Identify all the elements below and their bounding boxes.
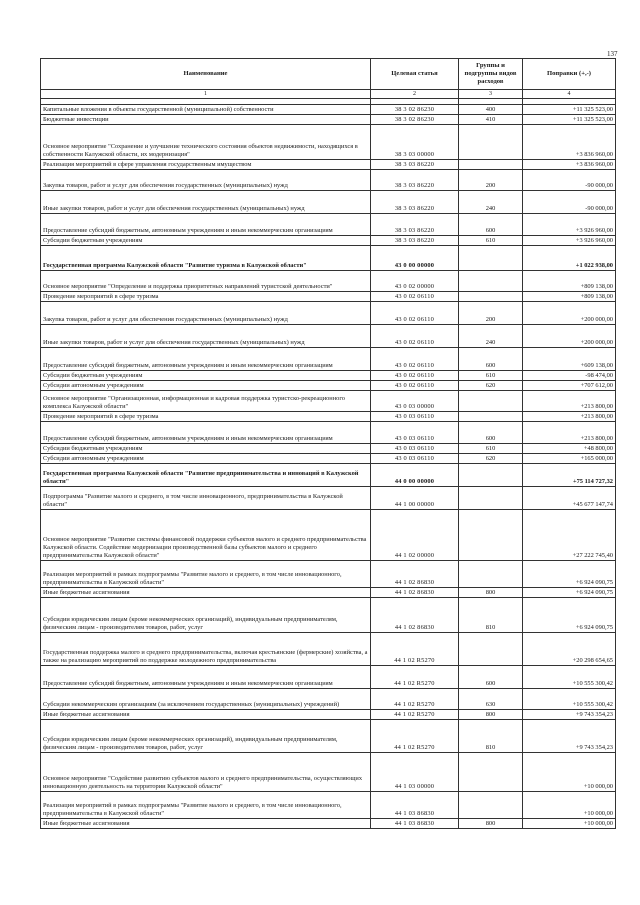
row-expense-group-cell: 810 — [459, 720, 523, 753]
row-expense-group-cell: 200 — [459, 302, 523, 325]
row-name-cell: Субсидии юридическим лицам (кроме некоммерческих организаций), индивидуальным предпринимателям, физическим лицам - производителям товаров, работ, услуг — [41, 720, 371, 753]
budget-amendments-table — [40, 58, 616, 829]
row-name-cell: Основное мероприятие "Развитие системы финансовой поддержки субъектов малого и среднего предпринимательства Калужской области. Содействие модернизации производственной базы субъектов малого и среднего предпринимательства Калужской области" — [41, 510, 371, 561]
row-expense-group-cell: 810 — [459, 598, 523, 633]
table-row — [41, 487, 616, 510]
row-target-article-cell: 43 0 02 06110 — [371, 371, 459, 381]
table-row — [41, 689, 616, 710]
row-expense-group-cell: 610 — [459, 236, 523, 246]
row-amendment-cell: +11 325 523,00 — [523, 115, 616, 125]
table-row — [41, 236, 616, 246]
table-row — [41, 381, 616, 391]
row-target-article-cell: 43 0 03 06110 — [371, 444, 459, 454]
row-name-cell: Субсидии бюджетным учреждениям — [41, 444, 371, 454]
table-row — [41, 170, 616, 191]
row-name-cell: Реализация мероприятий в сфере управления государственным имуществом — [41, 160, 371, 170]
row-amendment-cell: +6 924 090,75 — [523, 598, 616, 633]
row-expense-group-cell — [459, 633, 523, 666]
row-expense-group-cell — [459, 487, 523, 510]
table-row — [41, 464, 616, 487]
row-amendment-cell: +9 743 354,23 — [523, 710, 616, 720]
row-expense-group-cell: 610 — [459, 444, 523, 454]
row-amendment-cell: +10 555 300,42 — [523, 689, 616, 710]
row-expense-group-cell: 620 — [459, 381, 523, 391]
row-name-cell: Предоставление субсидий бюджетным, автономным учреждениям и иным некоммерческим организациям — [41, 348, 371, 371]
table-row — [41, 191, 616, 214]
row-target-article-cell: 43 0 02 06110 — [371, 348, 459, 371]
row-target-article-cell: 44 1 02 00000 — [371, 510, 459, 561]
row-amendment-cell: +6 924 090,75 — [523, 561, 616, 588]
table-row — [41, 325, 616, 348]
row-amendment-cell: +10 555 300,42 — [523, 666, 616, 689]
row-expense-group-cell: 600 — [459, 348, 523, 371]
row-target-article-cell: 43 0 03 06110 — [371, 412, 459, 422]
row-name-cell: Субсидии юридическим лицам (кроме некоммерческих организаций), индивидуальным предпринимателям, физическим лицам - производителям товаров, работ, услуг — [41, 598, 371, 633]
table-row — [41, 422, 616, 444]
row-target-article-cell: 38 3 03 86220 — [371, 170, 459, 191]
row-name-cell: Предоставление субсидий бюджетным, автономным учреждениям и иным некоммерческим организациям — [41, 666, 371, 689]
row-name-cell: Бюджетные инвестиции — [41, 115, 371, 125]
table-row — [41, 348, 616, 371]
row-name-cell: Проведение мероприятий в сфере туризма — [41, 292, 371, 302]
row-target-article-cell: 38 3 03 86220 — [371, 191, 459, 214]
row-target-article-cell: 44 1 03 86830 — [371, 819, 459, 829]
row-amendment-cell: +200 000,00 — [523, 325, 616, 348]
row-name-cell: Субсидии автономным учреждениям — [41, 381, 371, 391]
row-target-article-cell: 43 0 00 00000 — [371, 246, 459, 271]
row-amendment-cell: +11 325 523,00 — [523, 105, 616, 115]
row-amendment-cell: -90 000,00 — [523, 191, 616, 214]
row-name-cell: Государственная поддержка малого и среднего предпринимательства, включая крестьянские (фермерские) хозяйства, а также на реализацию мероприятий по поддержке молодежного предпринимательства — [41, 633, 371, 666]
row-name-cell: Основное мероприятие "Сохранение и улучшение технического состояния объектов недвижимости, находящихся в собственности Калужской области, их модернизация" — [41, 125, 371, 160]
table-row — [41, 115, 616, 125]
row-expense-group-cell: 800 — [459, 819, 523, 829]
table-row — [41, 819, 616, 829]
row-expense-group-cell: 240 — [459, 191, 523, 214]
table-header-row — [41, 59, 616, 90]
table-row — [41, 588, 616, 598]
row-name-cell: Предоставление субсидий бюджетным, автономным учреждениям и иным некоммерческим организациям — [41, 214, 371, 236]
row-expense-group-cell: 800 — [459, 588, 523, 598]
table-row — [41, 510, 616, 561]
row-expense-group-cell: 620 — [459, 454, 523, 464]
header-target-article: Целевая статья — [371, 59, 459, 90]
row-amendment-cell: +27 222 745,40 — [523, 510, 616, 561]
row-target-article-cell: 44 1 02 R5270 — [371, 710, 459, 720]
row-target-article-cell: 43 0 02 06110 — [371, 292, 459, 302]
row-target-article-cell: 44 1 00 00000 — [371, 487, 459, 510]
header-name: Наименование — [41, 59, 371, 90]
row-amendment-cell: +9 743 354,23 — [523, 720, 616, 753]
row-target-article-cell: 44 0 00 00000 — [371, 464, 459, 487]
row-expense-group-cell — [459, 160, 523, 170]
table-row — [41, 246, 616, 271]
table-row — [41, 454, 616, 464]
row-expense-group-cell: 240 — [459, 325, 523, 348]
row-expense-group-cell: 400 — [459, 105, 523, 115]
row-name-cell: Субсидии бюджетным учреждениям — [41, 371, 371, 381]
table-row — [41, 444, 616, 454]
row-name-cell: Иные бюджетные ассигнования — [41, 710, 371, 720]
row-target-article-cell: 38 3 03 86220 — [371, 236, 459, 246]
table-row — [41, 666, 616, 689]
row-expense-group-cell: 630 — [459, 689, 523, 710]
row-amendment-cell: +3 926 960,00 — [523, 214, 616, 236]
row-target-article-cell: 38 3 02 86230 — [371, 105, 459, 115]
row-name-cell: Субсидии некоммерческим организациям (за исключением государственных (муниципальных) учреждений) — [41, 689, 371, 710]
table-row — [41, 371, 616, 381]
row-name-cell: Иные закупки товаров, работ и услуг для обеспечения государственных (муниципальных) нужд — [41, 325, 371, 348]
row-name-cell: Закупка товаров, работ и услуг для обеспечения государственных (муниципальных) нужд — [41, 170, 371, 191]
row-amendment-cell: +707 612,00 — [523, 381, 616, 391]
row-name-cell: Реализация мероприятий в рамках подпрограммы "Развитие малого и среднего, в том числе инновационного, предпринимательства в Калужской области" — [41, 561, 371, 588]
row-name-cell: Предоставление субсидий бюджетным, автономным учреждениям и иным некоммерческим организациям — [41, 422, 371, 444]
table-row — [41, 412, 616, 422]
row-amendment-cell: +3 836 960,00 — [523, 125, 616, 160]
row-target-article-cell: 43 0 02 06110 — [371, 325, 459, 348]
row-name-cell: Капитальные вложения в объекты государственной (муниципальной) собственности — [41, 105, 371, 115]
page-number: 137 — [607, 50, 618, 58]
column-number: 3 — [459, 90, 523, 99]
row-name-cell: Субсидии автономным учреждениям — [41, 454, 371, 464]
table-row — [41, 598, 616, 633]
header-amendments: Поправки (+,-) — [523, 59, 616, 90]
row-target-article-cell: 43 0 03 06110 — [371, 422, 459, 444]
row-amendment-cell: +200 000,00 — [523, 302, 616, 325]
table-row — [41, 214, 616, 236]
row-name-cell: Субсидии бюджетным учреждениям — [41, 236, 371, 246]
row-expense-group-cell: 600 — [459, 214, 523, 236]
row-target-article-cell: 44 1 03 86830 — [371, 792, 459, 819]
row-target-article-cell: 44 1 03 00000 — [371, 753, 459, 792]
row-target-article-cell: 44 1 02 R5270 — [371, 633, 459, 666]
row-expense-group-cell — [459, 792, 523, 819]
column-number: 1 — [41, 90, 371, 99]
row-amendment-cell: +3 926 960,00 — [523, 236, 616, 246]
table-row — [41, 125, 616, 160]
table-row — [41, 753, 616, 792]
row-amendment-cell: +809 138,00 — [523, 292, 616, 302]
row-amendment-cell: +3 836 960,00 — [523, 160, 616, 170]
row-amendment-cell: +10 000,00 — [523, 819, 616, 829]
row-target-article-cell: 44 1 02 R5270 — [371, 689, 459, 710]
row-amendment-cell: +213 800,00 — [523, 412, 616, 422]
row-name-cell: Государственная программа Калужской области "Развитие предпринимательства и инноваций в Калужской области" — [41, 464, 371, 487]
row-amendment-cell: -98 474,00 — [523, 371, 616, 381]
row-name-cell: Проведение мероприятий в сфере туризма — [41, 412, 371, 422]
row-target-article-cell: 43 0 02 06110 — [371, 381, 459, 391]
row-target-article-cell: 43 0 03 06110 — [371, 454, 459, 464]
row-amendment-cell: +10 000,00 — [523, 792, 616, 819]
row-amendment-cell: +609 138,00 — [523, 348, 616, 371]
row-name-cell: Закупка товаров, работ и услуг для обеспечения государственных (муниципальных) нужд — [41, 302, 371, 325]
row-target-article-cell: 38 3 03 00000 — [371, 125, 459, 160]
row-target-article-cell: 44 1 02 86830 — [371, 598, 459, 633]
row-amendment-cell: +10 000,00 — [523, 753, 616, 792]
column-number: 2 — [371, 90, 459, 99]
row-expense-group-cell — [459, 464, 523, 487]
table-row — [41, 160, 616, 170]
row-name-cell: Государственная программа Калужской области "Развитие туризма в Калужской области" — [41, 246, 371, 271]
row-name-cell: Иные бюджетные ассигнования — [41, 819, 371, 829]
row-amendment-cell: +213 800,00 — [523, 422, 616, 444]
table-row — [41, 105, 616, 115]
column-number-row — [41, 90, 616, 99]
row-expense-group-cell: 610 — [459, 371, 523, 381]
row-name-cell: Основное мероприятие "Определение и поддержка приоритетных направлений туристской деятельности" — [41, 271, 371, 292]
row-amendment-cell: +45 677 147,74 — [523, 487, 616, 510]
row-expense-group-cell — [459, 246, 523, 271]
row-name-cell: Основное мероприятие "Содействие развитию субъектов малого и среднего предпринимательства, осуществляющих инновационную деятельность на территории Калужской области" — [41, 753, 371, 792]
row-target-article-cell: 43 0 02 06110 — [371, 302, 459, 325]
row-name-cell: Подпрограмма "Развитие малого и среднего, в том числе инновационного, предпринимательства в Калужской области" — [41, 487, 371, 510]
row-expense-group-cell — [459, 292, 523, 302]
table-row — [41, 271, 616, 292]
table-row — [41, 561, 616, 588]
row-target-article-cell: 44 1 02 86830 — [371, 588, 459, 598]
row-expense-group-cell — [459, 561, 523, 588]
table-row — [41, 302, 616, 325]
table-row — [41, 633, 616, 666]
row-expense-group-cell — [459, 125, 523, 160]
table-row — [41, 720, 616, 753]
row-target-article-cell: 44 1 02 R5270 — [371, 666, 459, 689]
row-target-article-cell: 38 3 02 86230 — [371, 115, 459, 125]
row-amendment-cell: +165 000,00 — [523, 454, 616, 464]
row-name-cell: Иные закупки товаров, работ и услуг для обеспечения государственных (муниципальных) нужд — [41, 191, 371, 214]
row-amendment-cell: -90 000,00 — [523, 170, 616, 191]
table-row — [41, 792, 616, 819]
row-amendment-cell: +1 022 938,00 — [523, 246, 616, 271]
row-expense-group-cell: 200 — [459, 170, 523, 191]
row-amendment-cell: +213 800,00 — [523, 391, 616, 412]
row-target-article-cell: 44 1 02 R5270 — [371, 720, 459, 753]
row-amendment-cell: +809 138,00 — [523, 271, 616, 292]
row-expense-group-cell: 410 — [459, 115, 523, 125]
row-amendment-cell: +48 800,00 — [523, 444, 616, 454]
row-target-article-cell: 38 3 03 86220 — [371, 160, 459, 170]
row-name-cell: Реализация мероприятий в рамках подпрограммы "Развитие малого и среднего, в том числе инновационного, предпринимательства в Калужской области" — [41, 792, 371, 819]
row-expense-group-cell: 600 — [459, 422, 523, 444]
row-expense-group-cell — [459, 412, 523, 422]
row-expense-group-cell — [459, 753, 523, 792]
row-name-cell: Основное мероприятие "Организационная, информационная и кадровая поддержка туристско-рекреационного комплекса Калужской области" — [41, 391, 371, 412]
table-row — [41, 292, 616, 302]
row-expense-group-cell — [459, 391, 523, 412]
column-number: 4 — [523, 90, 616, 99]
row-target-article-cell: 44 1 02 86830 — [371, 561, 459, 588]
table-row — [41, 391, 616, 412]
row-amendment-cell: +75 114 727,32 — [523, 464, 616, 487]
row-name-cell: Иные бюджетные ассигнования — [41, 588, 371, 598]
row-expense-group-cell: 600 — [459, 666, 523, 689]
row-target-article-cell: 43 0 03 00000 — [371, 391, 459, 412]
table-row — [41, 710, 616, 720]
row-target-article-cell: 38 3 03 86220 — [371, 214, 459, 236]
row-expense-group-cell — [459, 271, 523, 292]
row-amendment-cell: +6 924 090,75 — [523, 588, 616, 598]
row-expense-group-cell — [459, 510, 523, 561]
row-expense-group-cell: 800 — [459, 710, 523, 720]
row-amendment-cell: +20 298 654,65 — [523, 633, 616, 666]
table-body — [41, 105, 616, 829]
header-expense-groups: Группы и подгруппы видов расходов — [459, 59, 523, 90]
row-target-article-cell: 43 0 02 00000 — [371, 271, 459, 292]
